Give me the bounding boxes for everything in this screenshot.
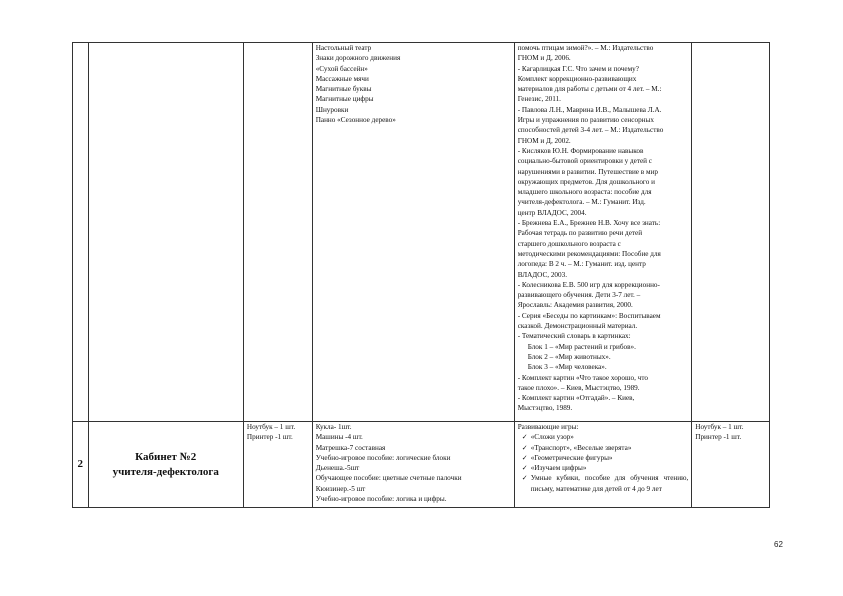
equipment-item: Кукла- 1шт. xyxy=(315,423,352,431)
equipment-item: «Сухой бассейн» xyxy=(315,64,368,73)
equipment-item: Шнуровки xyxy=(315,105,349,114)
literature-line: Комплект коррекционно-развивающих xyxy=(517,74,637,83)
literature-line: - Комплект картин «Что такое хорошо, что xyxy=(517,373,648,382)
tech-right-cell xyxy=(692,43,770,422)
equipment-item: Дьенеша.-5шт xyxy=(315,464,360,473)
equipment-item: Панно «Сезонное дерево» xyxy=(315,116,396,125)
table-row xyxy=(73,422,770,508)
games-title: Развивающие игры: xyxy=(517,423,579,431)
literature-line: социально-бытовой ориентировки у детей с xyxy=(517,157,653,166)
room-cell xyxy=(88,43,243,422)
literature-line: ВЛАДОС, 2003. xyxy=(517,270,568,279)
literature-line: - Комплект картин «Отгадай». – Киев, xyxy=(517,394,635,403)
literature-line: Ярославль: Академия развития, 2000. xyxy=(517,301,633,310)
literature-line: - Кагарлицкая Г.С. Что зачем и почему? xyxy=(517,64,639,73)
literature-line: - Брежнева Е.А., Брежнев Н.В. Хочу все знать: xyxy=(517,219,661,228)
tech-item: Ноутбук – 1 шт. xyxy=(246,423,296,431)
literature-line: Мыстэцтво, 1989. xyxy=(517,404,573,413)
literature-line: развивающего обучения. Дети 3-7 лет. – xyxy=(517,291,641,300)
checkmark-icon: ✓ xyxy=(521,474,528,483)
literature-line: - Серия «Беседы по картинкам»: Воспитываем xyxy=(517,311,661,320)
tech-right-cell xyxy=(692,422,770,508)
equipment-item: Матрешка-7 составная xyxy=(315,443,386,452)
literature-line: - Павлова Л.Н., Маврина И.В., Малышева Л.А. xyxy=(517,105,662,114)
table-row xyxy=(73,43,770,422)
list-item: ✓ Умные кубики, пособие для обучения чтению, письму, математике для детей от 4 до 9 лет xyxy=(521,474,689,493)
checkmark-icon: ✓ xyxy=(521,453,528,462)
list-item: ✓ «Геометрические фигуры» xyxy=(521,453,613,462)
literature-line: Рабочая тетрадь по развитию речи детей xyxy=(517,229,643,238)
tech-cell xyxy=(243,422,312,508)
tech-cell xyxy=(243,43,312,422)
equipment-item: Обучающее пособие: цветные счетные палочки xyxy=(315,474,462,483)
literature-line: окружающих предметов. Для дошкольного и xyxy=(517,177,655,186)
checkmark-icon: ✓ xyxy=(521,433,528,442)
games-cell xyxy=(514,422,692,508)
checkmark-icon: ✓ xyxy=(521,443,528,452)
literature-line: центр ВЛАДОС, 2004. xyxy=(517,208,587,217)
literature-cell xyxy=(514,43,692,422)
literature-line: Игры и упражнения по развитию сенсорных xyxy=(517,116,654,125)
literature-line: младшего школьного возраста: пособие для xyxy=(517,188,652,197)
equipment-item: Учебно-игровое пособие: логика и цифры. xyxy=(315,495,447,504)
literature-line: такое плохо». – Киев, Мыстэцтво, 1989. xyxy=(517,383,640,392)
equipment-cell xyxy=(312,422,514,508)
equipment-item: Массажные мячи xyxy=(315,74,369,83)
literature-line: ГНОМ и Д, 2002. xyxy=(517,136,571,145)
list-item: ✓ «Транспорт», «Веселые зверята» xyxy=(521,443,632,452)
literature-line: способностей детей 3-4 лет. – М.: Издательство xyxy=(517,126,664,135)
literature-line: - Тематический словарь в картинках: xyxy=(517,332,631,341)
literature-line: помочь птицам зимой?». – М.: Издательство xyxy=(517,44,654,52)
tech-item: Принтер -1 шт. xyxy=(246,433,293,442)
equipment-item: Магнитные цифры xyxy=(315,95,374,104)
games-list xyxy=(518,432,689,494)
literature-line: Генезис, 2011. xyxy=(517,95,561,104)
literature-line: учителя-дефектолога. – М.: Гуманит. Изд. xyxy=(517,198,646,207)
literature-line: старшего дошкольного возраста с xyxy=(517,239,621,248)
tech-item: Ноутбук – 1 шт. xyxy=(695,423,744,431)
row-number: 2 xyxy=(73,422,89,508)
equipment-item: Машины -4 шт. xyxy=(315,433,363,442)
room-title: Кабинет №2 xyxy=(135,450,197,463)
list-item: ✓ «Изучаем цифры» xyxy=(521,464,587,473)
room-subtitle: учителя-дефектолога xyxy=(112,465,219,478)
tech-item: Принтер -1 шт. xyxy=(695,433,742,442)
equipment-cell xyxy=(312,43,514,422)
checkmark-icon: ✓ xyxy=(521,464,528,473)
equipment-item: Знаки дорожного движения xyxy=(315,54,401,63)
list-item: ✓ «Сложи узор» xyxy=(521,433,574,442)
dictionary-block: Блок 1 – «Мир растений и грибов». xyxy=(527,342,636,351)
dictionary-block: Блок 3 – «Мир человека». xyxy=(527,363,607,372)
page-number: 62 xyxy=(774,540,783,549)
literature-line: - Колесникова Е.В. 500 игр для коррекционно- xyxy=(517,280,660,289)
room-title-cell xyxy=(88,422,243,508)
literature-line: сказкой. Демонстрационный материал. xyxy=(517,322,638,331)
literature-line: логопеда: В 2 ч. – М.: Гуманит. изд. центр xyxy=(517,260,646,269)
equipment-item: Кюизинер.-5 шт xyxy=(315,484,366,493)
dictionary-block: Блок 2 – «Мир животных». xyxy=(527,352,611,361)
literature-line: ГНОМ и Д, 2006. xyxy=(517,54,571,63)
equipment-table xyxy=(72,42,770,508)
literature-line: материалов для работы с детьми от 4 лет. – М.: xyxy=(517,85,662,94)
literature-line: - Кисляков Ю.Н. Формирование навыков xyxy=(517,146,644,155)
equipment-item: Магнитные буквы xyxy=(315,85,372,94)
equipment-item: Настольный театр xyxy=(315,44,372,52)
literature-line: нарушениями в развитии. Путешествие в мир xyxy=(517,167,658,176)
literature-line: методическими рекомендациями: Пособие для xyxy=(517,249,661,258)
row-number-cell xyxy=(73,43,89,422)
equipment-item: Учебно-игровое пособие: логические блоки xyxy=(315,453,451,462)
